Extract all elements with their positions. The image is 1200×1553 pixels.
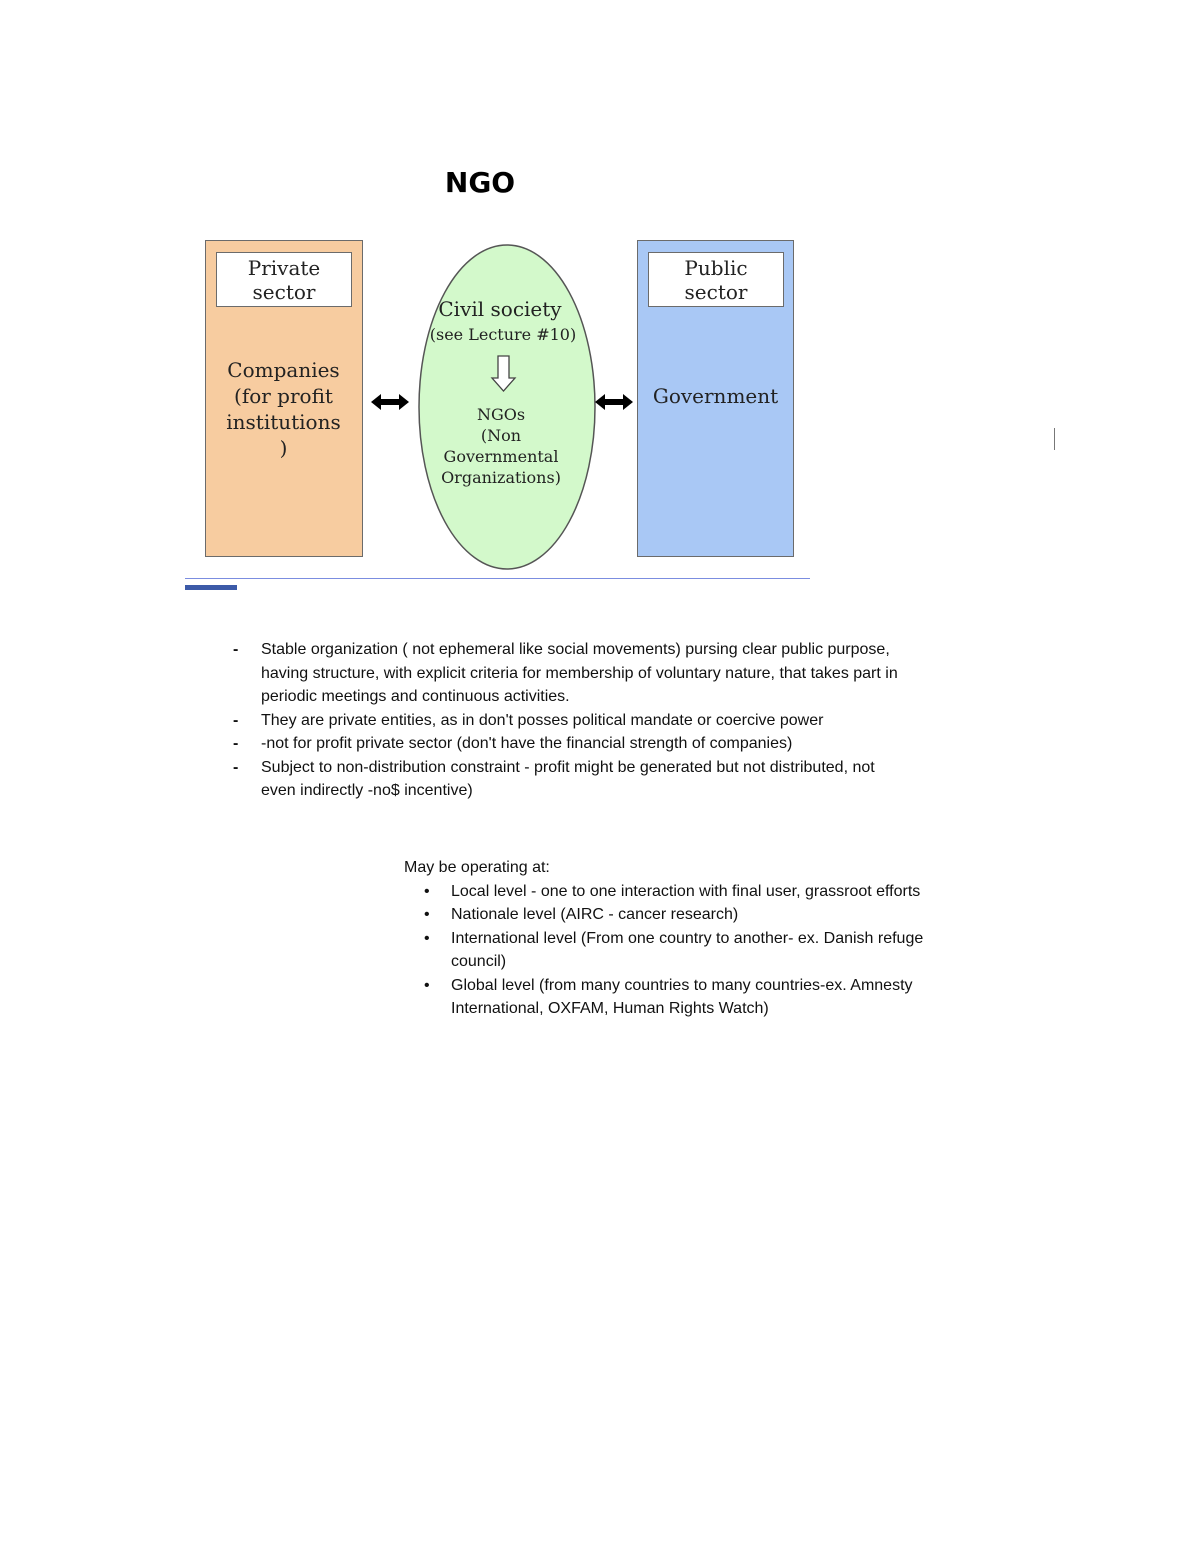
dash-bullet: - [233, 711, 239, 729]
diagram-shapes [0, 0, 1200, 600]
public-sector-label-line-2: sector [684, 280, 748, 304]
list-item-text: Subject to non-distribution constraint - profit might be generated but not distributed, not even indirectly -no$ incentive) [261, 758, 875, 799]
bullet-dot: • [424, 882, 430, 900]
list-item-text: Local level - one to one interaction with final user, grassroot efforts [451, 882, 921, 900]
dash-bullet: - [233, 735, 239, 752]
ngos-line-4: Organizations) [441, 468, 561, 487]
dash-bullet: - [233, 641, 239, 658]
ngos-text [425, 404, 577, 488]
companies-line-2: (for profit [234, 384, 333, 408]
left-double-arrow-icon [371, 394, 409, 410]
list-item [404, 880, 924, 904]
list-item-text: Global level (from many countries to many countries-ex. Amnesty International, OXFAM, Human Rights Watch) [451, 976, 913, 1017]
list-item-text: -not for profit private sector (don't have the financial strength of companies) [261, 735, 793, 752]
horizontal-divider [185, 578, 810, 579]
list-item [233, 756, 913, 803]
divider-marker [185, 585, 237, 590]
private-sector-label-line-2: sector [252, 280, 316, 304]
list-item [404, 974, 924, 1021]
operating-intro: May be operating at: [404, 859, 550, 876]
private-sector-label-line-1: Private [247, 256, 321, 280]
public-sector-label [648, 252, 784, 307]
characteristics-list [233, 638, 913, 803]
list-item-text: They are private entities, as in don't posses political mandate or coercive power [261, 711, 824, 729]
list-item-text: International level (From one country to another- ex. Danish refuge council) [451, 929, 924, 970]
bullet-dot: • [424, 906, 430, 923]
companies-line-3: institutions [226, 410, 341, 434]
list-item [233, 709, 913, 733]
bullet-dot: • [424, 976, 430, 994]
ngos-line-1: NGOs [476, 405, 526, 424]
list-item-text: Stable organization ( not ephemeral like social movements) pursing clear public purpose, having structure, with explicit criteria for membership of voluntary nature, that takes part in periodic meetings and continuous activities. [261, 641, 898, 705]
page-title: NGO [444, 166, 516, 199]
public-sector-label-line-1: Public [684, 256, 748, 280]
civil-society-title: Civil society [438, 297, 562, 321]
list-item [233, 732, 913, 756]
bullet-dot: • [424, 929, 430, 947]
companies-line-1: Companies [227, 358, 340, 382]
companies-line-4: ) [279, 436, 288, 460]
ngos-line-2: (Non [480, 426, 522, 445]
civil-society-subtitle: (see Lecture #10) [429, 325, 577, 344]
operating-levels-section [404, 856, 924, 1021]
text-cursor [1054, 428, 1055, 450]
list-item-text: Nationale level (AIRC - cancer research) [451, 906, 739, 923]
list-item [404, 927, 924, 974]
list-item [233, 638, 913, 709]
government-text: Government [652, 384, 779, 408]
ngos-line-3: Governmental [443, 447, 559, 466]
right-double-arrow-icon [595, 394, 633, 410]
list-item [404, 903, 924, 927]
public-sector-box [637, 240, 794, 557]
dash-bullet: - [233, 758, 239, 776]
